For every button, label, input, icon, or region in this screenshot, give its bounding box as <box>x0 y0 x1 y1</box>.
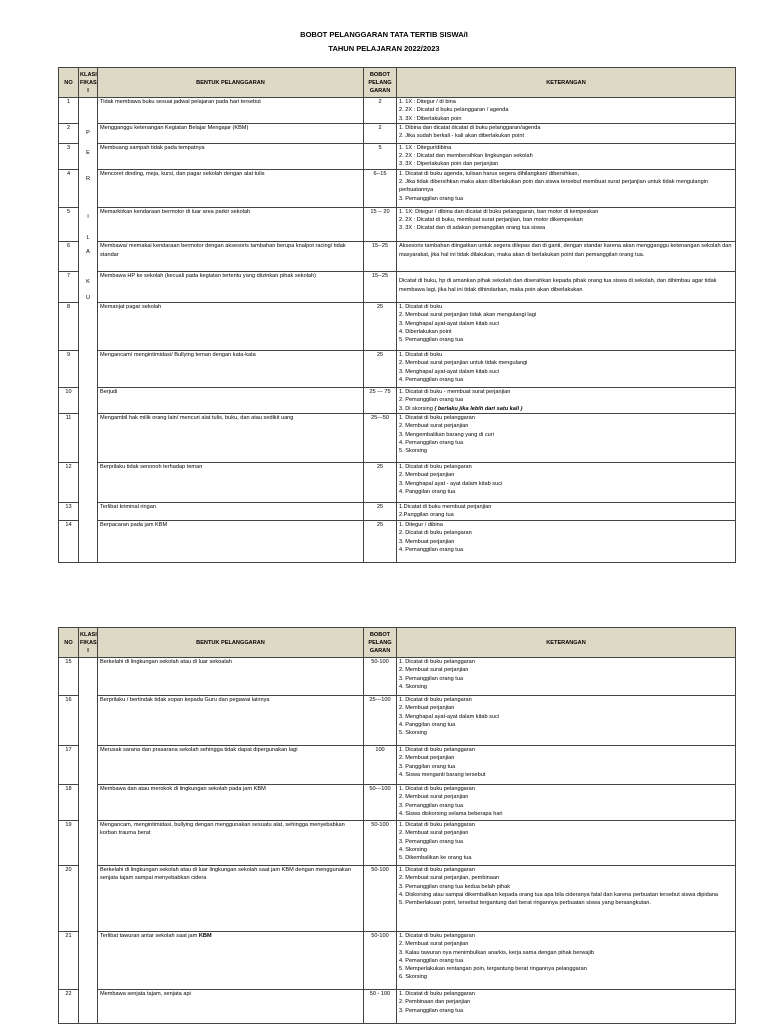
keterangan-line: 3. Mengembalikan barang yang di curi <box>399 431 494 438</box>
klasifikasi-letter: I <box>87 214 89 221</box>
table-row <box>59 785 736 821</box>
row-number: 18 <box>59 785 79 821</box>
keterangan-line: 1. 1X : Ditegur / di bina <box>399 99 456 105</box>
document-subtitle: TAHUN PELAJARAN 2022/2023 <box>328 44 440 53</box>
bentuk-text: Mencoret dinding, meja, kursi, dan pagar sekolah dengan alat tulis <box>100 170 265 177</box>
keterangan-line: 4. Panggilan orang tua <box>399 721 456 728</box>
header-klasifikasi: KLASI FIKAS I <box>79 628 98 658</box>
bentuk-text: Mengambil hak milik orang lain/ mencuri alat tulis, buku, dan atau sedikit uang <box>100 415 294 422</box>
keterangan-line: 1. Dicatat di buku pelanggaran <box>399 659 475 665</box>
keterangan-line: 2. Dicatat di buku pelangaran <box>399 530 472 537</box>
header-keterangan: KETERANGAN <box>397 68 736 98</box>
table-row <box>59 169 736 207</box>
bentuk-pelanggaran <box>98 98 364 124</box>
keterangan-line: 1. Dibina dan dicatat dicatat di buku pelanggaran/agenda <box>399 124 541 131</box>
keterangan-line: 1. Dicatat di buku - membuat surat perjanjian <box>399 389 511 396</box>
keterangan-line: 1. 1X: Ditegur / dibina dan dicatat di buku pelanggaran, ban motor di kempeskan <box>399 208 599 215</box>
bentuk-text: Berkelahi di lingkungan sekolah atau di luar lingkungan sekolah saat jam KBM dengan menggunakan senjata tajam sampai menyebabkan cidera <box>100 867 351 882</box>
keterangan-line: 2. Membuat perjanjian <box>399 472 455 479</box>
table-row <box>59 351 736 388</box>
keterangan-line: 2. 2X : Dicatat di buku, membuat surat perjanjian, ban motor dikempeskan <box>399 217 583 224</box>
table-row <box>59 521 736 563</box>
table-row <box>59 207 736 242</box>
row-number: 9 <box>59 351 79 388</box>
keterangan-line: 2. Jika tidak dibersihkan maka akan diberlakukan poin dan siswa tersebut membuat surat perjanjian untuk tidak mengulangin perbuatannya <box>399 179 709 194</box>
row-number: 20 <box>59 866 79 932</box>
keterangan-line: 2. 2X : Dicatat d buku pelanggaran / agenda <box>399 107 509 114</box>
bentuk-text: Membawa dan atau merokok di lingkungan sekolah pada jam KBM <box>100 786 266 792</box>
keterangan-cell <box>397 143 736 169</box>
bentuk-text: Membawa/ memakai kendaraan bermotor dengan aksesoris tambahan berupa knalpot racing/ tidak standar <box>100 243 346 258</box>
klasifikasi-letter: L <box>86 234 90 241</box>
bobot-value: 15 -- 20 <box>364 207 397 242</box>
keterangan-line: 3. Pemanggilan orang tua <box>399 838 464 845</box>
keterangan-line: 1. Dicatat di buku <box>399 304 443 311</box>
bentuk-pelanggaran <box>98 207 364 242</box>
bobot-value: 50-100 <box>364 821 397 866</box>
keterangan-line: 2. Membuat surat perjanjian <box>399 941 469 948</box>
keterangan-line: 1. Dicatat di buku <box>399 352 443 359</box>
keterangan-line: 5. Pemberlakuan point, tersebut tergantung dari berat ringannya perbuatan siswa yang bersangkutan. <box>399 900 651 907</box>
bentuk-text: Mengganggu ketenangan Kegiatan Belajar Mengajar (KBM) <box>100 124 249 131</box>
keterangan-line: 5. Dikembalikan ke orang tua <box>399 855 472 862</box>
keterangan-line: 3. Pemanggilan orang tua kedua belah pihak <box>399 883 511 890</box>
keterangan-cell <box>397 990 736 1024</box>
row-number: 16 <box>59 696 79 746</box>
bobot-value: 50-100 <box>364 932 397 990</box>
row-number: 3 <box>59 143 79 169</box>
klasifikasi-letter: A <box>86 248 90 255</box>
violation-table-2 <box>58 627 736 1024</box>
table-row <box>59 696 736 746</box>
table-row <box>59 990 736 1024</box>
bentuk-pelanggaran <box>98 388 364 414</box>
keterangan-line: 3. Panggilan orang tua <box>399 763 456 770</box>
keterangan-cell <box>397 351 736 388</box>
keterangan-line: 4. Pemanggilan orang tua <box>399 957 464 964</box>
bentuk-text: Berjudi <box>100 389 118 396</box>
bentuk-pelanggaran <box>98 351 364 388</box>
keterangan-cell <box>397 785 736 821</box>
keterangan-line: 3. Menghapal ayat-ayat dalam kitab suci <box>399 713 500 720</box>
keterangan-line: 5. Skorsing <box>399 448 427 455</box>
klasifikasi-cell <box>79 821 98 866</box>
row-number: 10 <box>59 388 79 414</box>
bentuk-pelanggaran <box>98 463 364 503</box>
keterangan-line: 1. 1X : Ditegur/dibina <box>399 144 452 151</box>
table-row <box>59 143 736 169</box>
keterangan-line: 2. Pemanggilan orang tua <box>399 397 464 404</box>
keterangan-line: 3. Pemanggilan orang tua <box>399 1007 464 1014</box>
klasifikasi-cell <box>79 272 98 303</box>
bentuk-text: Memanjat pagar sekolah <box>100 304 162 311</box>
table-row <box>59 414 736 463</box>
keterangan-line: 2. Membuat surat perjanjian <box>399 794 469 801</box>
bobot-value: 50-100 <box>364 866 397 932</box>
keterangan-line: 1. Dicatat di buku pelanggaran <box>399 933 475 939</box>
keterangan-line: 3. Pemanggilan orang tua <box>399 195 464 202</box>
bobot-value: 25 <box>364 521 397 563</box>
row-number: 1 <box>59 98 79 124</box>
bentuk-text: Tidak membawa buku sesuai jadwal pelajaran pada hari tersebut <box>100 99 261 105</box>
keterangan-line: 3. 3X : Diberlakukan poin <box>399 115 462 122</box>
keterangan-line: 2. Membuat surat perjanjian untuk tidak mengulangi <box>399 360 528 367</box>
bentuk-pelanggaran <box>98 303 364 351</box>
bentuk-text: Berprilaku tidak senonoh terhadap teman <box>100 464 203 471</box>
table-row <box>59 746 736 785</box>
keterangan-line: 1. Dicatat di buku pelanggaran <box>399 991 475 997</box>
row-number: 17 <box>59 746 79 785</box>
keterangan-cell <box>397 123 736 143</box>
bobot-value: 25 <box>364 463 397 503</box>
keterangan-line: 1. Dicatat di buku pelangaran <box>399 464 472 471</box>
bentuk-text: Membawa senjata tajam, senjata api <box>100 991 191 997</box>
klasifikasi-cell <box>79 696 98 746</box>
row-number: 4 <box>59 169 79 207</box>
bentuk-pelanggaran <box>98 143 364 169</box>
table-row <box>59 503 736 521</box>
bentuk-pelanggaran <box>98 866 364 932</box>
table-row <box>59 463 736 503</box>
violation-table-1 <box>58 67 736 563</box>
keterangan-line: 4. Diberlakukan point <box>399 328 452 335</box>
klasifikasi-cell <box>79 658 98 696</box>
klasifikasi-cell <box>79 242 98 272</box>
keterangan-line: 4. Pemanggilan orang tua <box>399 439 464 446</box>
keterangan-line: Dicatat di buku, hp di amankan pihak sekolah dan diserahkan kepada pihak orang tua siswa di sekolah, dan dihimbau agar tidak membawa lagi, jika hal ini tidak dihindarkan, maka poin akan diberlakukan <box>399 278 717 293</box>
klasifikasi-cell <box>79 746 98 785</box>
keterangan-line: 2. 2X : Dicatat dan membersihkan lingkungan sekolah <box>399 153 533 160</box>
bentuk-text: Memarkirkan kendaraan bermotor di luar area parkir sekolah <box>100 208 251 215</box>
header-bobot: BOBOT PELANG GARAN <box>364 628 397 658</box>
klasifikasi-cell <box>79 123 98 143</box>
klasifikasi-cell <box>79 388 98 414</box>
klasifikasi-cell <box>79 521 98 563</box>
klasifikasi-letter: R <box>85 176 91 183</box>
keterangan-line: 2. Membuat surat perjanjian <box>399 830 469 837</box>
keterangan-line: 3. Menghapal ayat - ayat dalam kitab suci <box>399 480 503 487</box>
keterangan-line: 3. Kalau tawuran nya menimbulkan anarkis, kerja sama dengan pihak berwajib <box>399 949 594 956</box>
klasifikasi-letter: P <box>86 130 90 137</box>
row-number: 13 <box>59 503 79 521</box>
keterangan-line: 1. Dicatat di buku agenda, tulisan harus segera dihilangkan/ dibersihkan, <box>399 170 580 177</box>
klasifikasi-cell <box>79 503 98 521</box>
keterangan-line: 4. Pemanggilan orang tua <box>399 546 464 553</box>
bobot-value: 50-100 <box>364 658 397 696</box>
keterangan-line: 2. Jika sudah berkali - kali akan diberlakukan point <box>399 133 524 140</box>
row-number: 7 <box>59 272 79 303</box>
bobot-value: 2 <box>364 123 397 143</box>
keterangan-line: 2. Membuat perjanjian <box>399 705 455 712</box>
keterangan-cell <box>397 932 736 990</box>
bentuk-pelanggaran <box>98 658 364 696</box>
table-row <box>59 272 736 303</box>
header-bobot: BOBOT PELANG GARAN <box>364 68 397 98</box>
keterangan-line: 3. Pemanggilan orang tua <box>399 802 464 809</box>
keterangan-line: 4. Skorsing <box>399 846 427 853</box>
keterangan-line: 4. Diskorsing atau sampai dikembalikan kepada orang tua apa bila cideranya fatal dan karena perbuatan tersebut siswa dipidana <box>399 891 719 898</box>
bentuk-pelanggaran <box>98 272 364 303</box>
keterangan-line: 5. Pemanggilan orang tua <box>399 337 464 344</box>
klasifikasi-cell <box>79 143 98 169</box>
row-number: 19 <box>59 821 79 866</box>
bentuk-pelanggaran <box>98 503 364 521</box>
bentuk-pelanggaran <box>98 932 364 990</box>
table-row <box>59 242 736 272</box>
keterangan-cell <box>397 521 736 563</box>
klasifikasi-cell <box>79 169 98 207</box>
keterangan-line: 2. Membuat perjanjian <box>399 755 455 762</box>
keterangan-line: 1. Ditegur / dibina <box>399 522 443 529</box>
keterangan-cell <box>397 242 736 272</box>
keterangan-cell <box>397 821 736 866</box>
bentuk-pelanggaran <box>98 746 364 785</box>
keterangan-line: 3. 3X : Dicatat dan di adakan pemanggilan orang tua siswa <box>399 225 546 232</box>
bobot-value: 15--25 <box>364 242 397 272</box>
keterangan-line: 3. 3X : Diperlakukan poin dan perjanjian <box>399 161 499 168</box>
table-row <box>59 123 736 143</box>
keterangan-line: 1. Dicatat di buku pelanggaran <box>399 415 475 422</box>
table-row <box>59 98 736 124</box>
keterangan-line: 2. Membuat surat perjanjian <box>399 423 469 430</box>
row-number: 5 <box>59 207 79 242</box>
keterangan-line: 2. Membuat surat perjanjian <box>399 667 469 674</box>
row-number: 8 <box>59 303 79 351</box>
keterangan-cell <box>397 303 736 351</box>
row-number: 15 <box>59 658 79 696</box>
header-bentuk: BENTUK PELANGGARAN <box>98 628 364 658</box>
header-klasifikasi: KLASI FIKAS I <box>79 68 98 98</box>
keterangan-line: 4. Panggilan orang tua <box>399 488 456 495</box>
keterangan-line: 4. Siswa menganti barang tersebut <box>399 771 486 778</box>
keterangan-line: 5. Skorsing <box>399 730 427 737</box>
keterangan-line: 4. Siswa diskorsing selama beberapa hari <box>399 810 503 817</box>
keterangan-line: 2. Pembinaan dan perjanjian <box>399 999 471 1006</box>
bentuk-text: Terlibat tawuran antar sekolah saat jam <box>100 933 198 939</box>
keterangan-cell <box>397 98 736 124</box>
keterangan-cell <box>397 696 736 746</box>
keterangan-line: 1.Dicatat di buku membuat perjanjian <box>399 504 492 511</box>
keterangan-line: 4. Pemanggilan orang tua <box>399 376 464 383</box>
bobot-value: 25 --- 75 <box>364 388 397 414</box>
header-no: NO <box>59 628 79 658</box>
keterangan-cell <box>397 414 736 463</box>
klasifikasi-cell <box>79 990 98 1024</box>
bentuk-pelanggaran <box>98 785 364 821</box>
keterangan-cell <box>397 746 736 785</box>
bentuk-text: Mengancam/ mengintimidasi/ Bullying teman dengan kata-kata <box>100 352 256 359</box>
keterangan-cell <box>397 503 736 521</box>
keterangan-line: 1. Dicatat di buku pelanggaran <box>399 822 475 828</box>
keterangan-line: 1. Dicatat di buku pelangaran <box>399 697 472 703</box>
document-title: BOBOT PELANGGARAN TATA TERTIB SISWA/I <box>300 30 468 39</box>
bentuk-text: Merusak sarana dan prasarana sekolah sehingga tidak dapat dipergunakan lagi <box>100 747 298 753</box>
row-number: 6 <box>59 242 79 272</box>
bentuk-text: Berpacaran pada jam KBM <box>100 522 168 529</box>
table-row <box>59 303 736 351</box>
header-bentuk: BENTUK PELANGGARAN <box>98 68 364 98</box>
table-row <box>59 866 736 932</box>
bobot-value: 50---100 <box>364 785 397 821</box>
keterangan-line: 2. Membuat surat perjanjian tidak akan mengulangi lagi <box>399 312 537 319</box>
bentuk-pelanggaran <box>98 414 364 463</box>
bobot-value: 25---50 <box>364 414 397 463</box>
bentuk-pelanggaran <box>98 990 364 1024</box>
keterangan-line: 3. Pemanggilan orang tua <box>399 675 464 682</box>
klasifikasi-cell <box>79 463 98 503</box>
klasifikasi-letter: U <box>85 295 91 302</box>
keterangan-line: 3. Menghapal ayat-ayat dalam kitab suci <box>399 368 500 375</box>
row-number: 14 <box>59 521 79 563</box>
bobot-value: 25 <box>364 303 397 351</box>
row-number: 11 <box>59 414 79 463</box>
klasifikasi-cell <box>79 414 98 463</box>
bobot-value: 25 <box>364 351 397 388</box>
keterangan-line: 6. Skorsing <box>399 974 427 981</box>
bobot-value: 50 - 100 <box>364 990 397 1024</box>
bobot-value: 5 <box>364 143 397 169</box>
keterangan-line: 1. Dicatat di buku pelanggaran <box>399 747 475 753</box>
table-row <box>59 821 736 866</box>
keterangan-line: 1. Dicatat di buku pelanggaran <box>399 867 475 873</box>
bobot-value: 100 <box>364 746 397 785</box>
table-row <box>59 388 736 414</box>
keterangan-line: Aksesoris tambahan diingatkan untuk segera dilepas dan di ganti, dengan standar karena akan mengganggu ketenangan sekolah dan masyarakat, jika hal ini tidak dilakukan, maka akan di berlakukan point dan pemanggilan orang tua. <box>399 243 732 258</box>
keterangan-line: 5. Memperlakukan rentangan poin, tergantung berat ringannya pelanggaran <box>399 966 587 973</box>
bentuk-pelanggaran <box>98 696 364 746</box>
bentuk-text: Berkelahi di lingkungan sekolah atau di luar sekoalah <box>100 659 232 665</box>
keterangan-line: 4. Skorsing <box>399 683 427 690</box>
bobot-value: 6--15 <box>364 169 397 207</box>
klasifikasi-cell <box>79 866 98 932</box>
klasifikasi-cell <box>79 303 98 351</box>
keterangan-note: ( berlaku jika lebih dari satu kali ) <box>434 405 523 412</box>
klasifikasi-cell <box>79 785 98 821</box>
bentuk-text: Terlibat kriminal ringan <box>100 504 156 511</box>
bentuk-text: Membuang sampah tidak pada tempatnya <box>100 144 205 151</box>
keterangan-cell <box>397 169 736 207</box>
bentuk-pelanggaran <box>98 821 364 866</box>
keterangan-line: 2. Membuat surat perjanjian, pembinaan <box>399 875 500 882</box>
row-number: 22 <box>59 990 79 1024</box>
keterangan-cell <box>397 658 736 696</box>
keterangan-line: 2.Panggilan orang tua <box>399 512 454 519</box>
bentuk-pelanggaran <box>98 169 364 207</box>
bentuk-pelanggaran <box>98 123 364 143</box>
table-row <box>59 658 736 696</box>
keterangan-line: 3. Membuat perjanjian <box>399 538 455 545</box>
klasifikasi-cell <box>79 351 98 388</box>
header-keterangan: KETERANGAN <box>397 628 736 658</box>
keterangan-line: 3. Menghapal ayat-ayat dalam kitab suci <box>399 320 500 327</box>
header-no: NO <box>59 68 79 98</box>
bobot-value: 15--25 <box>364 272 397 303</box>
bentuk-text: Membawa HP ke sekolah (kecuali pada kegiatan tertentu yang diizinkan pihak sekolah) <box>100 273 317 280</box>
row-number: 12 <box>59 463 79 503</box>
bobot-value: 25 <box>364 503 397 521</box>
klasifikasi-cell <box>79 932 98 990</box>
bentuk-text: Berprilaku / bertindak tidak sopan kepada Guru dan pegawai lainnya <box>100 697 270 703</box>
table-row <box>59 932 736 990</box>
bobot-value: 25---100 <box>364 696 397 746</box>
keterangan-cell <box>397 388 736 414</box>
bentuk-text: Mengancam, mengintimidasi, bullying dengan menggunakan sesuatu alat, sehingga menyebabkan korban trauma berat <box>100 822 345 837</box>
keterangan-cell <box>397 207 736 242</box>
bentuk-bold-text: KBM <box>198 933 212 939</box>
klasifikasi-cell <box>79 207 98 242</box>
klasifikasi-cell <box>79 98 98 124</box>
klasifikasi-letter: K <box>86 278 90 285</box>
keterangan-line: 3. Di skorsing ( berlaku jika lebih dari satu kali ) <box>399 405 523 412</box>
bobot-value: 2 <box>364 98 397 124</box>
bentuk-pelanggaran <box>98 242 364 272</box>
row-number: 2 <box>59 123 79 143</box>
keterangan-line: 1. Dicatat di buku pelanggaran <box>399 786 475 792</box>
keterangan-cell <box>397 866 736 932</box>
keterangan-cell <box>397 463 736 503</box>
keterangan-cell <box>397 272 736 303</box>
klasifikasi-letter: E <box>86 150 90 157</box>
bentuk-pelanggaran <box>98 521 364 563</box>
row-number: 21 <box>59 932 79 990</box>
